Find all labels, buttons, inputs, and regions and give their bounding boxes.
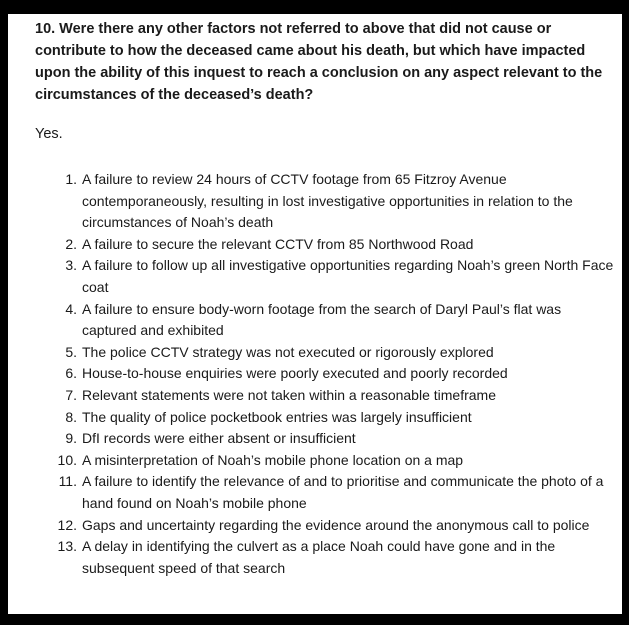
item-text: Gaps and uncertainty regarding the evidence around the anonymous call to police	[82, 516, 590, 533]
item-text: A failure to follow up all investigative opportunities regarding Noah’s green North Face coat	[82, 257, 614, 295]
item-number: 4.	[65, 300, 77, 317]
item-number: 7.	[65, 386, 77, 403]
item-text: The quality of police pocketbook entries was largely insufficient	[82, 408, 472, 425]
item-number: 13.	[57, 538, 77, 555]
item-number: 5.	[65, 343, 77, 360]
list-item	[48, 255, 618, 298]
list-item	[48, 299, 618, 342]
item-text: DfI records were either absent or insufficient	[82, 430, 356, 447]
answer-text: Yes.	[35, 126, 63, 142]
factors-list	[48, 169, 618, 579]
list-item	[48, 515, 618, 537]
item-text: A delay in identifying the culvert as a place Noah could have gone and in the subsequent speed of that search	[82, 538, 556, 576]
list-item	[48, 536, 618, 579]
item-number: 3.	[65, 257, 77, 274]
question-heading: 10. Were there any other factors not referred to above that did not cause or contribute to how the deceased came about his death, but which have impacted upon the ability of this inquest to reach a conclusion on any aspect relevant to the circumstances of the deceased’s death?	[35, 21, 603, 103]
list-item	[48, 234, 618, 256]
item-number: 6.	[65, 365, 77, 382]
item-text: A failure to review 24 hours of CCTV footage from 65 Fitzroy Avenue contemporaneously, resulting in lost investigative opportunities in relation to the circumstances of Noah’s death	[82, 171, 573, 231]
item-number: 8.	[65, 408, 77, 425]
list-item	[48, 450, 618, 472]
item-text: A failure to identify the relevance of and to prioritise and communicate the photo of a hand found on Noah’s mobile phone	[82, 473, 604, 511]
item-text: A failure to secure the relevant CCTV from 85 Northwood Road	[82, 235, 474, 252]
list-item	[48, 471, 618, 514]
item-text: Relevant statements were not taken within a reasonable timeframe	[82, 386, 496, 403]
item-text: The police CCTV strategy was not executed or rigorously explored	[82, 343, 494, 360]
list-item	[48, 428, 618, 450]
list-item	[48, 169, 618, 234]
item-number: 11.	[58, 473, 77, 490]
item-number: 1.	[65, 171, 77, 187]
item-text: A failure to ensure body-worn footage from the search of Daryl Paul’s flat was captured and exhibited	[82, 300, 562, 339]
document-page	[8, 14, 622, 614]
item-number: 9.	[65, 430, 77, 447]
list-item	[48, 385, 618, 407]
item-text: House-to-house enquiries were poorly executed and poorly recorded	[82, 365, 508, 382]
item-number: 2.	[65, 235, 77, 252]
list-item	[48, 407, 618, 429]
item-text: A misinterpretation of Noah’s mobile phone location on a map	[82, 451, 464, 468]
list-item	[48, 342, 618, 364]
item-number: 10.	[57, 451, 77, 468]
list-item	[48, 363, 618, 385]
item-number: 12.	[57, 516, 77, 533]
